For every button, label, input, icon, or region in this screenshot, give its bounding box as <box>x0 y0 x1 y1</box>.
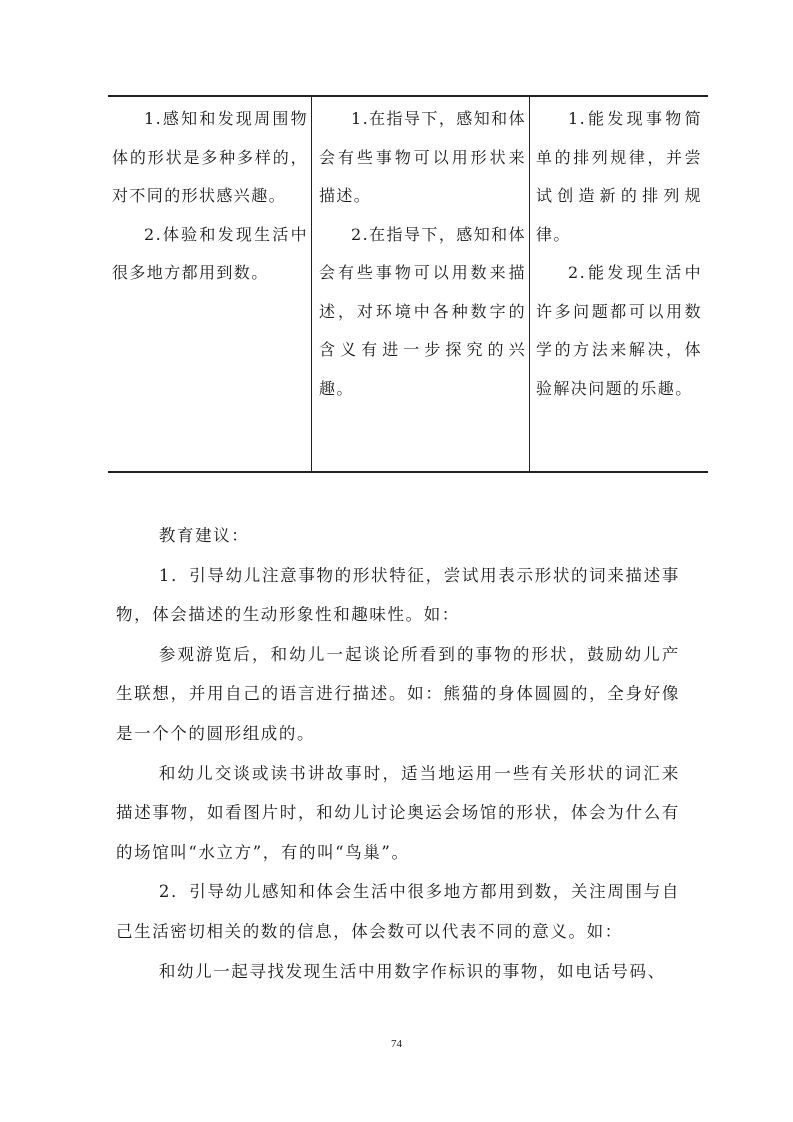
page-number: 74 <box>391 1038 402 1050</box>
section-heading: 教育建议： <box>158 526 250 545</box>
paragraph: 参观游览后，和幼儿一起谈论所看到的事物的形状，鼓励幼儿产生联想，并用自己的语言进行描述。如：熊猫的身体圆圆的，全身好像是一个个的圆形组成的。 <box>116 644 680 743</box>
table-column-1 <box>108 97 312 471</box>
table-cell-text: 2.能发现生活中许多问题都可以用数学的方法来解决，体验解决问题的乐趣。 <box>536 263 702 398</box>
table-cell-text: 1.感知和发现周围物体的形状是多种多样的，对不同的形状感兴趣。 <box>112 109 308 205</box>
table-column-2 <box>312 97 530 471</box>
paragraph: 和幼儿一起寻找发现生活中用数字作标识的事物，如电话号码、 <box>158 961 666 981</box>
table-cell-text: 1.能发现事物简单的排列规律，并尝试创造新的排列规律。 <box>536 109 702 244</box>
table-cell-text: 1.在指导下，感知和体会有些事物可以用形状来描述。 <box>319 109 526 205</box>
table-cell-text: 2.体验和发现生活中很多地方都用到数。 <box>112 224 308 282</box>
paragraph: 2．引导幼儿感知和体会生活中很多地方都用到数，关注周围与自己生活密切相关的数的信息，体会数可以代表不同的意义。如： <box>116 882 680 941</box>
table-cell-text: 2.在指导下，感知和体会有些事物可以用数来描述，对环境中各种数字的含义有进一步探究的兴趣。 <box>319 224 526 398</box>
paragraph: 1．引导幼儿注意事物的形状特征，尝试用表示形状的词来描述事物，体会描述的生动形象性和趣味性。如： <box>116 565 680 625</box>
table-column-3 <box>530 97 708 471</box>
goals-table <box>108 95 708 473</box>
paragraph: 和幼儿交谈或读书讲故事时，适当地运用一些有关形状的词汇来描述事物，如看图片时，和幼儿讨论奥运会场馆的形状，体会为什么有的场馆叫“水立方”，有的叫“鸟巢”。 <box>116 763 680 862</box>
body-text <box>116 516 680 991</box>
